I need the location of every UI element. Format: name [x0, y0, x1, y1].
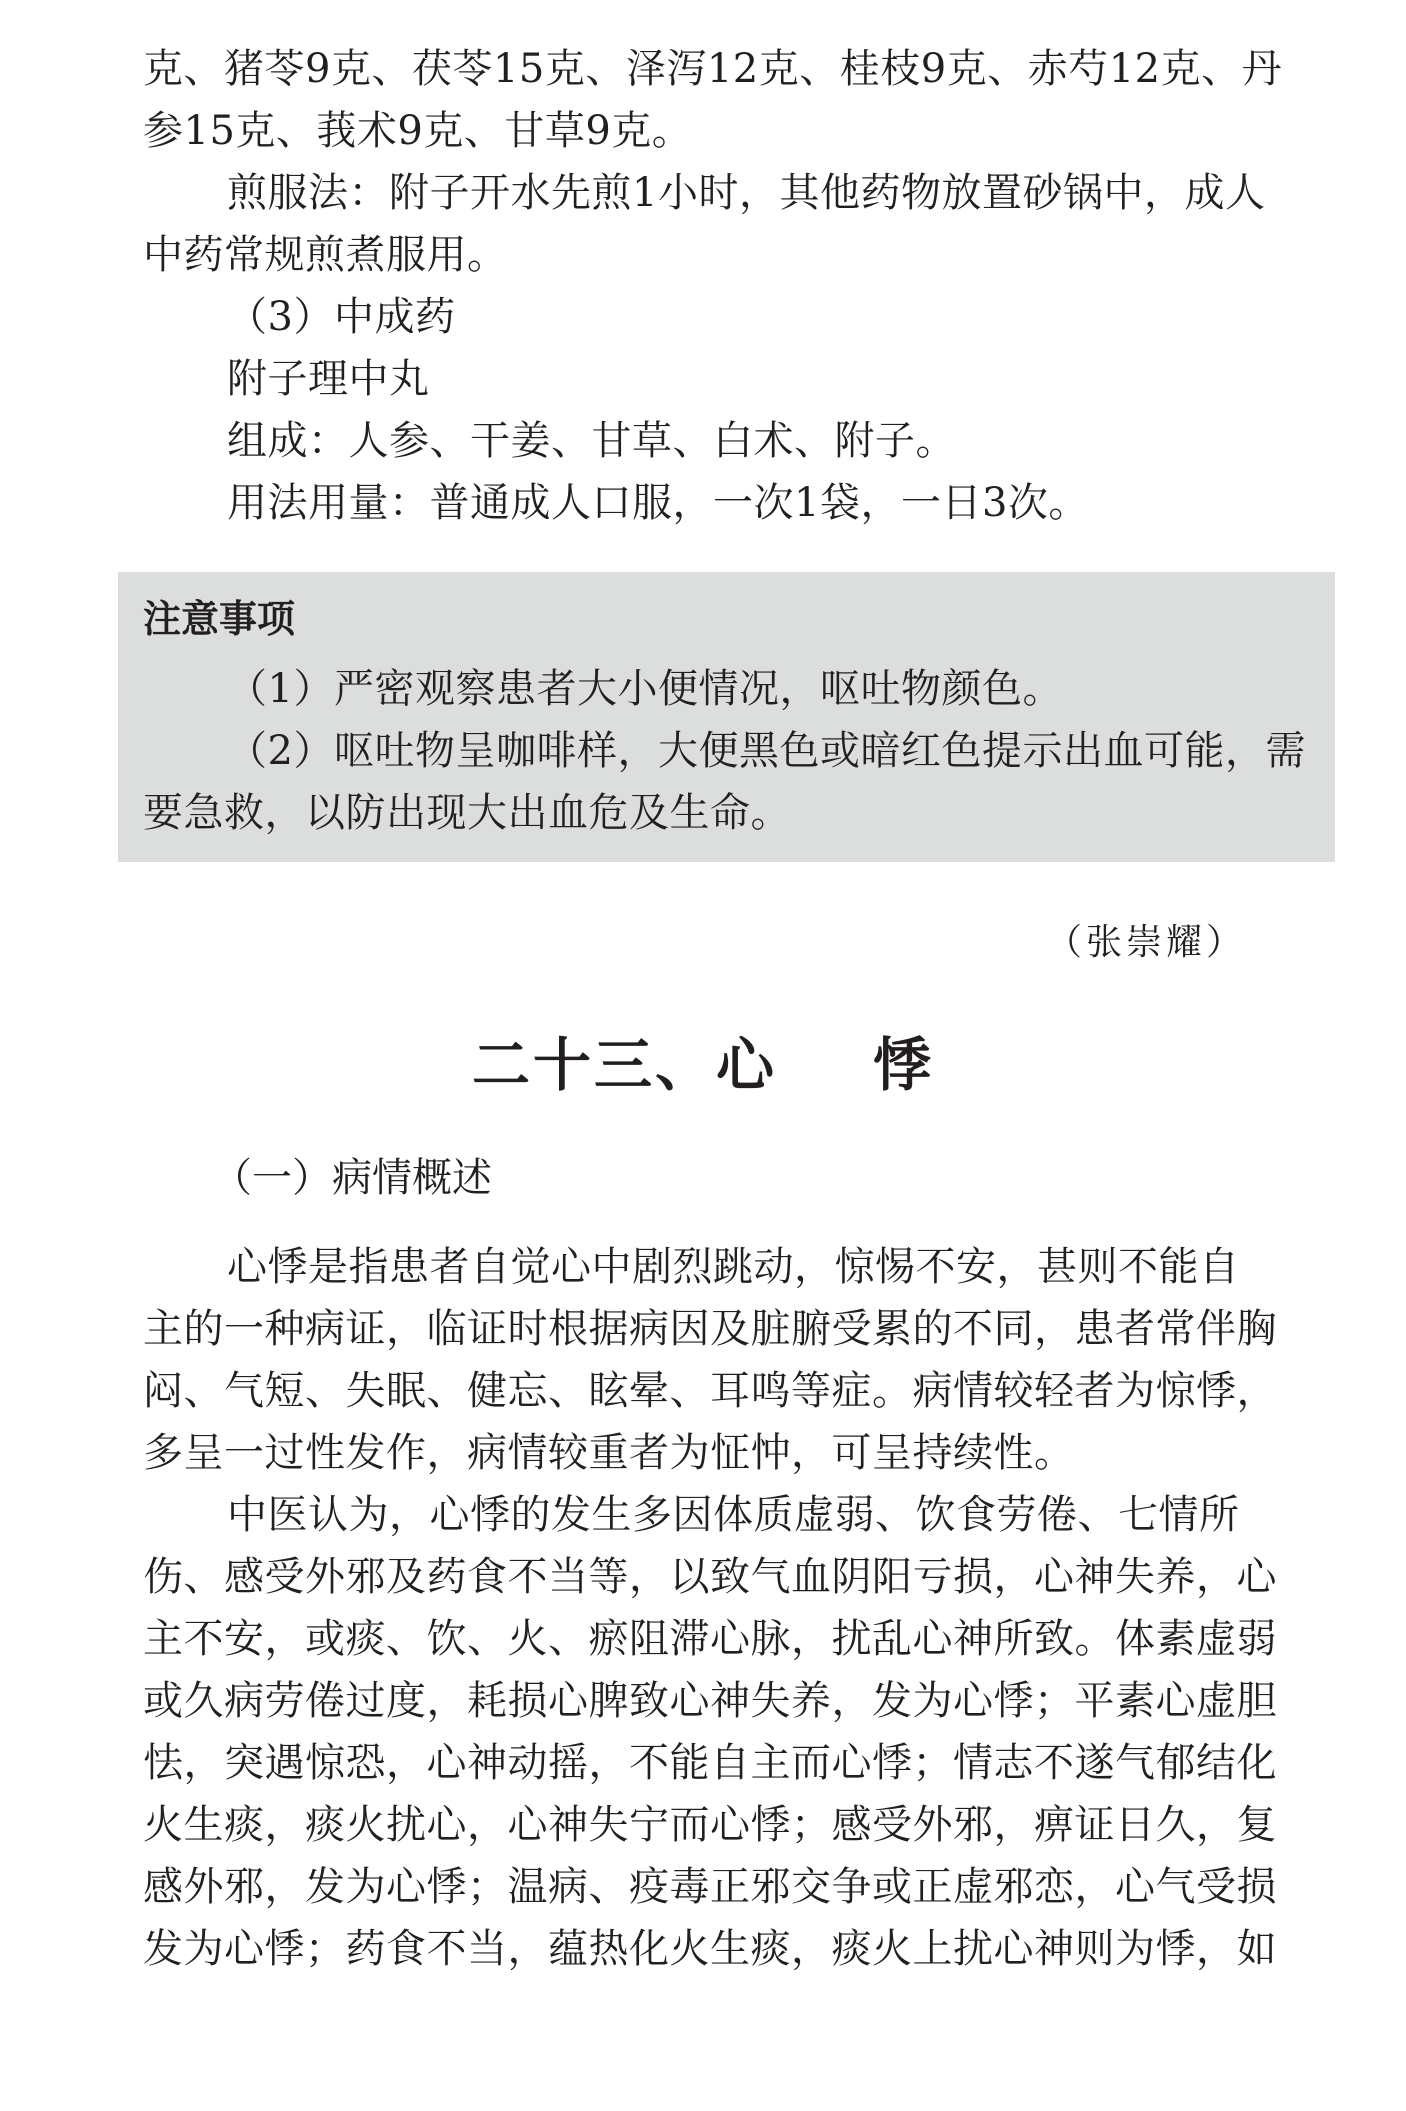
paragraph-line: 心悸是指患者自觉心中剧烈跳动，惊惕不安，甚则不能自	[227, 1244, 1240, 1290]
caution-title: 注意事项	[143, 597, 296, 641]
ingredients-line: 克、猪苓9克、茯苓15克、泽泻12克、桂枝9克、赤芍12克、丹	[143, 46, 1283, 92]
decoction-method-line: 煎服法：附子开水先煎1小时，其他药物放置砂锅中，成人	[227, 170, 1266, 216]
paragraph-line: 主不安，或痰、饮、火、瘀阻滞心脉，扰乱心神所致。体素虚弱	[143, 1616, 1277, 1662]
paragraph-line: 怯，突遇惊恐，心神动摇，不能自主而心悸；情志不遂气郁结化	[143, 1740, 1277, 1786]
chapter-title-part: 悸	[873, 1031, 935, 1099]
ingredients-line: 参15克、莪术9克、甘草9克。	[143, 108, 693, 154]
caution-body	[143, 658, 1308, 844]
section-body	[143, 1236, 1308, 1980]
paragraph-line: 火生痰，痰火扰心，心神失宁而心悸；感受外邪，痹证日久，复	[143, 1802, 1277, 1848]
caution-box	[118, 572, 1335, 862]
caution-item: （2）呕吐物呈咖啡样，大便黑色或暗红色提示出血可能，需	[227, 728, 1306, 774]
paragraph-line: 多呈一过性发作，病情较重者为怔忡，可呈持续性。	[143, 1430, 1075, 1476]
patent-medicine-heading: （3）中成药	[227, 294, 456, 340]
caution-item-continuation: 要急救，以防出现大出血危及生命。	[143, 790, 791, 836]
decoction-method-line: 中药常规煎煮服用。	[143, 232, 508, 278]
paragraph-line: 闷、气短、失眠、健忘、眩晕、耳鸣等症。病情较轻者为惊悸，	[143, 1368, 1277, 1414]
paragraph-line: 感外邪，发为心悸；温病、疫毒正邪交争或正虚邪恋，心气受损	[143, 1864, 1277, 1910]
chapter-title-part: 二十三、心	[471, 1031, 777, 1099]
caution-item: （1）严密观察患者大小便情况，呕吐物颜色。	[227, 666, 1063, 712]
paragraph-line: 伤、感受外邪及药食不当等，以致气血阴阳亏损，心神失养，心	[143, 1554, 1277, 1600]
paragraph-line: 中医认为，心悸的发生多因体质虚弱、饮食劳倦、七情所	[227, 1492, 1240, 1538]
usage-dosage-line: 用法用量：普通成人口服，一次1袋，一日3次。	[227, 480, 1089, 526]
patent-medicine-name: 附子理中丸	[227, 356, 430, 402]
paragraph-line: 发为心悸；药食不当，蕴热化火生痰，痰火上扰心神则为悸，如	[143, 1926, 1277, 1972]
paragraph-line: 或久病劳倦过度，耗损心脾致心神失养，发为心悸；平素心虚胆	[143, 1678, 1277, 1724]
prescription-continuation	[143, 38, 1308, 534]
composition-line: 组成：人参、干姜、甘草、白术、附子。	[227, 418, 956, 464]
author-credit: （张崇耀）	[1045, 922, 1246, 963]
chapter-title	[0, 1030, 1406, 1100]
paragraph-line: 主的一种病证，临证时根据病因及脏腑受累的不同，患者常伴胸	[143, 1306, 1277, 1352]
section-heading: （一）病情概述	[212, 1155, 492, 1201]
